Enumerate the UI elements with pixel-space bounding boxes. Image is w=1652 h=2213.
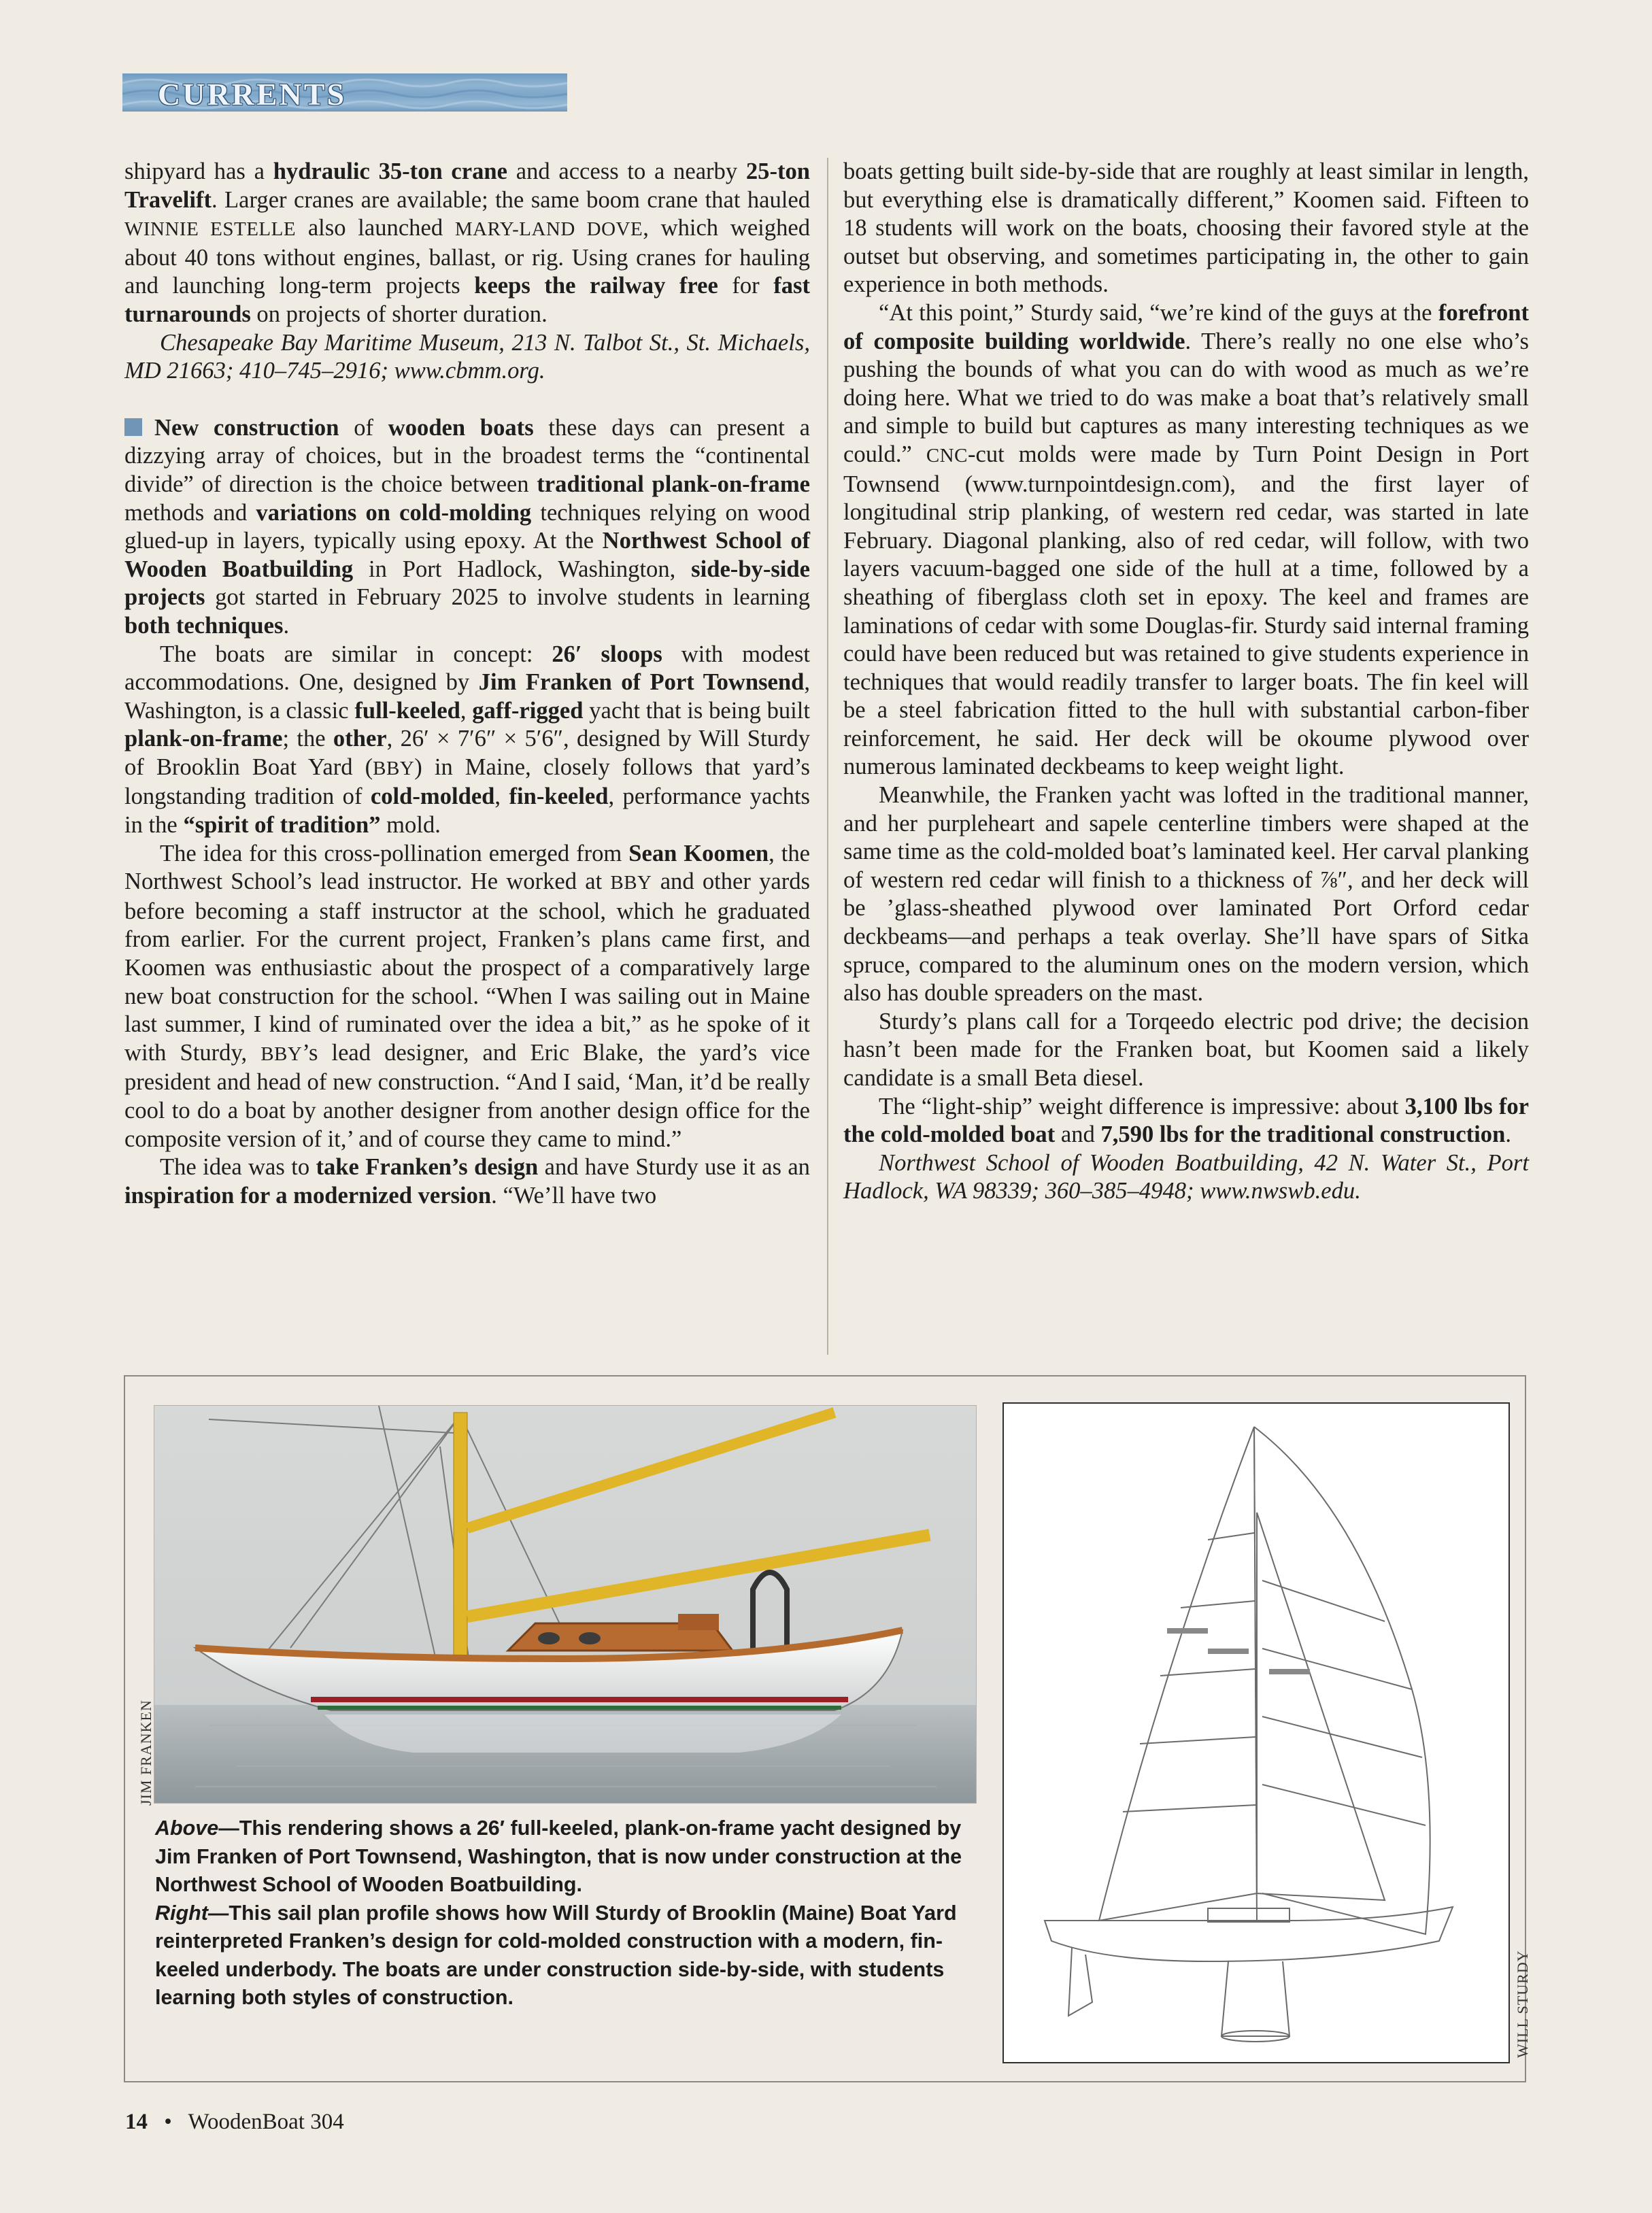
sail-plan-drawing	[1002, 1402, 1510, 2063]
caption-text-right: —This sail plan profile shows how Will Sturdy of Brooklin (Maine) Boat Yard reinterpreted Franken’s design for cold-molded construction with a modern, fin-keeled underbody. The boats are under construction side-by-side, with students learning both styles of construction.	[155, 1901, 957, 2009]
caption-label-right: Right	[155, 1901, 208, 1925]
photo-credit: JIM FRANKEN	[137, 1700, 154, 1806]
figure-caption	[155, 1814, 975, 2012]
paragraph: shipyard has a hydraulic 35-ton crane and access to a nearby 25-ton Travelift. Larger cranes are available; the same boom crane that hauled WINNIE ESTELLE also launched MARY-LAND DOVE, which weighed about 40 tons without engines, ballast, or rig. Using cranes for hauling and launching long-term projects keeps the railway free for fast turnarounds on projects of shorter duration.	[124, 158, 811, 327]
left-column	[124, 158, 810, 1210]
page-number: 14	[125, 2110, 148, 2134]
right-column	[843, 158, 1529, 1206]
paragraph: Sturdy’s plans call for a Torqeedo electric pod drive; the decision hasn’t been made for the Franken boat, but Koomen said a likely candidate is a small Beta diesel.	[843, 1008, 1529, 1091]
square-bullet-icon	[124, 418, 142, 436]
contact-info: Chesapeake Bay Maritime Museum, 213 N. Talbot St., St. Michaels, MD 21663; 410–745–2916; www.cbmm.org.	[124, 329, 810, 384]
paragraph: The idea was to take Franken’s design and have Sturdy use it as an inspiration for a modernized version. “We’ll have two	[124, 1154, 810, 1209]
publication-name: WoodenBoat 304	[188, 2110, 344, 2134]
caption-label-above: Above	[155, 1817, 219, 1840]
paragraph: Meanwhile, the Franken yacht was lofted in the traditional manner, and her purpleheart and sapele centerline timbers were shaped at the same time as the cold-molded boat’s laminated keel. Her carval planking of western red cedar will finish to a thickness of ⅞″, and her deck will be ’glass-sheathed plywood over laminated Port Orford cedar deckbeams—and perhaps a teak overlay. She’ll have spars of Sitka spruce, compared to the aluminum ones on the modern version, which also has double spreaders on the mast.	[843, 782, 1529, 1007]
paragraph: The “light-ship” weight difference is impressive: about 3,100 lbs for the cold-molded boat and 7,590 lbs for the traditional construction.	[843, 1093, 1529, 1148]
caption-text-above: —This rendering shows a 26′ full-keeled, plank-on-frame yacht designed by Jim Franken of Port Townsend, Washington, that is now under construction at the Northwest School of Wooden Boatbuilding.	[155, 1817, 962, 1896]
column-divider	[827, 158, 828, 1355]
paragraph: The boats are similar in concept: 26′ sloops with modest accommodations. One, designed by Jim Franken of Port Townsend, Washington, is a classic full-keeled, gaff-rigged yacht that is being built plank-on-frame; the other, 26′ × 7′6″ × 5′6″, designed by Will Sturdy of Brooklin Boat Yard (BBY) in Maine, closely follows that yard’s longstanding tradition of cold-molded, fin-keeled, performance yachts in the “spirit of tradition” mold.	[124, 641, 811, 839]
section-title: CURRENTS	[158, 77, 347, 112]
footer-bullet: •	[164, 2110, 172, 2134]
section-banner	[122, 73, 567, 112]
yacht-rendering-image	[154, 1405, 977, 1804]
paragraph: “At this point,” Sturdy said, “we’re kind of the guys at the forefront of composite building worldwide. There’s really no one else who’s pushing the bounds of what you can do with wood as much as we’re doing here. What we tried to do was make a boat that’s relatively small and simple to build but captures as many interesting techniques as we could.” CNC-cut molds were made by Turn Point Design in Port Townsend (www.turnpointdesign.com), and the first layer of longitudinal strip planking, of western red cedar, was started in late February. Diagonal planking, also of red cedar, will follow, with two layers vacuum-bagged one side of the hull at a time, followed by a sheathing of fiberglass cloth set in epoxy. The keel and frames are laminations of cedar with some Douglas-fir. Sturdy said internal framing could have been reduced but was retained to give students experience in techniques that would readily transfer to larger boats. The fin keel will be a steel fabrication fitted to the hull with substantial carbon-fiber reinforcement, he said. Her deck will be okoume plywood over numerous laminated deckbeams to keep weight light.	[843, 299, 1529, 780]
paragraph: boats getting built side-by-side that are roughly at least similar in length, but everything else is dramatically different,” Koomen said. Fifteen to 18 students will work on the boats, choosing their favored style at the outset but observing, and sometimes participating in, the other to gain experience in both methods.	[843, 158, 1529, 298]
paragraph: The idea for this cross-pollination emerged from Sean Koomen, the Northwest School’s lead instructor. He worked at BBY and other yards before becoming a staff instructor at the school, which he graduated from earlier. For the current project, Franken’s plans came first, and Koomen was enthusiastic about the prospect of a comparatively large new boat construction for the school. “When I was sailing out in Maine last summer, I kind of ruminated over the idea a bit,” as he spoke of it with Sturdy, BBY’s lead designer, and Eric Blake, the yard’s vice president and head of new construction. “And I said, ‘Man, it’d be really cool to do a boat by another designer from another design office for the composite version of it,’ and of course they came to mind.”	[124, 840, 810, 1152]
paragraph: New construction of wooden boats these days can present a dizzying array of choices, but in the broadest terms the “continental divide” of direction is the choice between traditional plank-on-frame methods and variations on cold-molding techniques relying on wood glued-up in layers, typically using epoxy. At the Northwest School of Wooden Boatbuilding in Port Hadlock, Washington, side-by-side projects got started in February 2025 to involve students in learning both techniques.	[124, 414, 811, 639]
page-footer	[125, 2110, 344, 2135]
contact-info: Northwest School of Wooden Boatbuilding, 42 N. Water St., Port Hadlock, WA 98339; 360–385–4948; www.nwswb.edu.	[843, 1149, 1529, 1204]
